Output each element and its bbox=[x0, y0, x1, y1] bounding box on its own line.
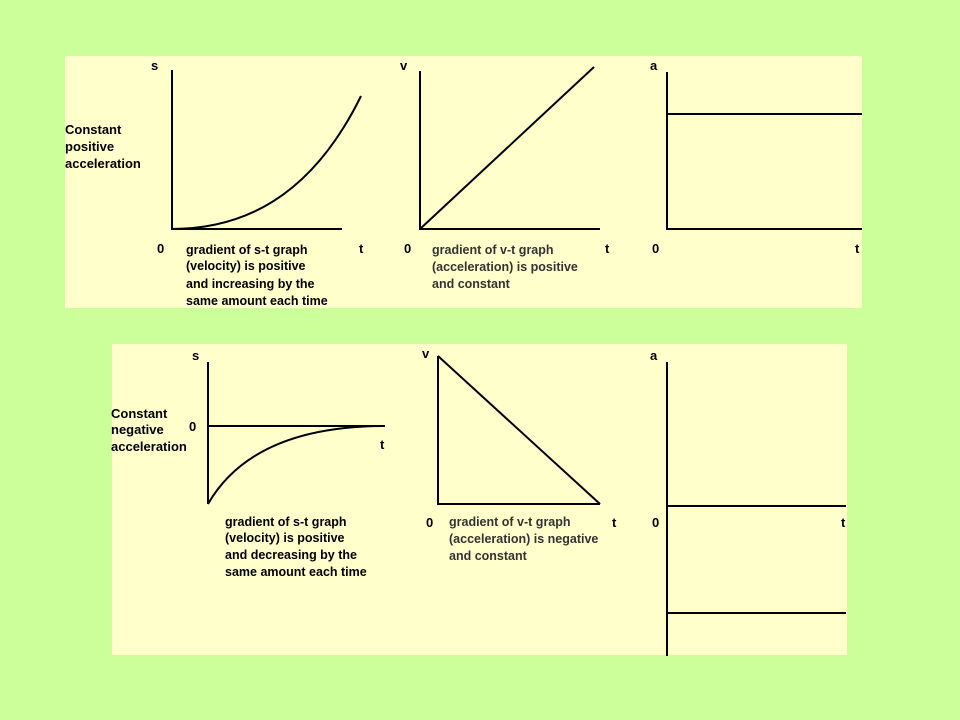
bottom-at-zero-label: 0 bbox=[652, 515, 660, 530]
top-vt-caption: gradient of v-t graph (acceleration) is positive and constant bbox=[432, 243, 578, 291]
bottom-st-x-label: t bbox=[380, 437, 385, 452]
top-vt-origin-label: 0 bbox=[404, 241, 412, 256]
bottom-st-curve bbox=[208, 426, 385, 504]
top-st-curve bbox=[172, 96, 361, 229]
top-st-caption: gradient of s-t graph (velocity) is positive and increasing by the same amount each time bbox=[186, 243, 328, 308]
bottom-at-x-label: t bbox=[841, 515, 846, 530]
top-vt-axes bbox=[420, 71, 600, 229]
top-vt-y-label: v bbox=[400, 58, 408, 73]
top-row-label: Constant positive acceleration bbox=[65, 122, 141, 171]
bottom-st-y-label: s bbox=[192, 348, 200, 363]
bottom-vt-y-label: v bbox=[422, 346, 430, 361]
top-vt-x-label: t bbox=[605, 241, 610, 256]
top-st-origin-label: 0 bbox=[157, 241, 165, 256]
bottom-st-zero-label: 0 bbox=[189, 419, 197, 434]
bottom-row-label: Constant negative acceleration bbox=[111, 406, 187, 454]
bottom-vt-x-label: t bbox=[612, 515, 617, 530]
top-vt-line bbox=[420, 67, 594, 229]
bottom-st-caption: gradient of s-t graph (velocity) is positive and decreasing by the same amount each time bbox=[225, 515, 367, 579]
bottom-vt-origin-label: 0 bbox=[426, 515, 434, 530]
bottom-vt-line bbox=[438, 356, 600, 504]
bottom-vt-caption: gradient of v-t graph (acceleration) is negative and constant bbox=[449, 515, 599, 563]
bottom-at-y-label: a bbox=[650, 348, 658, 363]
top-at-axes bbox=[667, 72, 862, 229]
top-st-x-label: t bbox=[359, 241, 364, 256]
top-at-origin-label: 0 bbox=[652, 241, 660, 256]
top-st-axes bbox=[172, 70, 342, 229]
top-at-y-label: a bbox=[650, 58, 658, 73]
top-st-y-label: s bbox=[151, 58, 159, 73]
top-at-x-label: t bbox=[855, 241, 860, 256]
